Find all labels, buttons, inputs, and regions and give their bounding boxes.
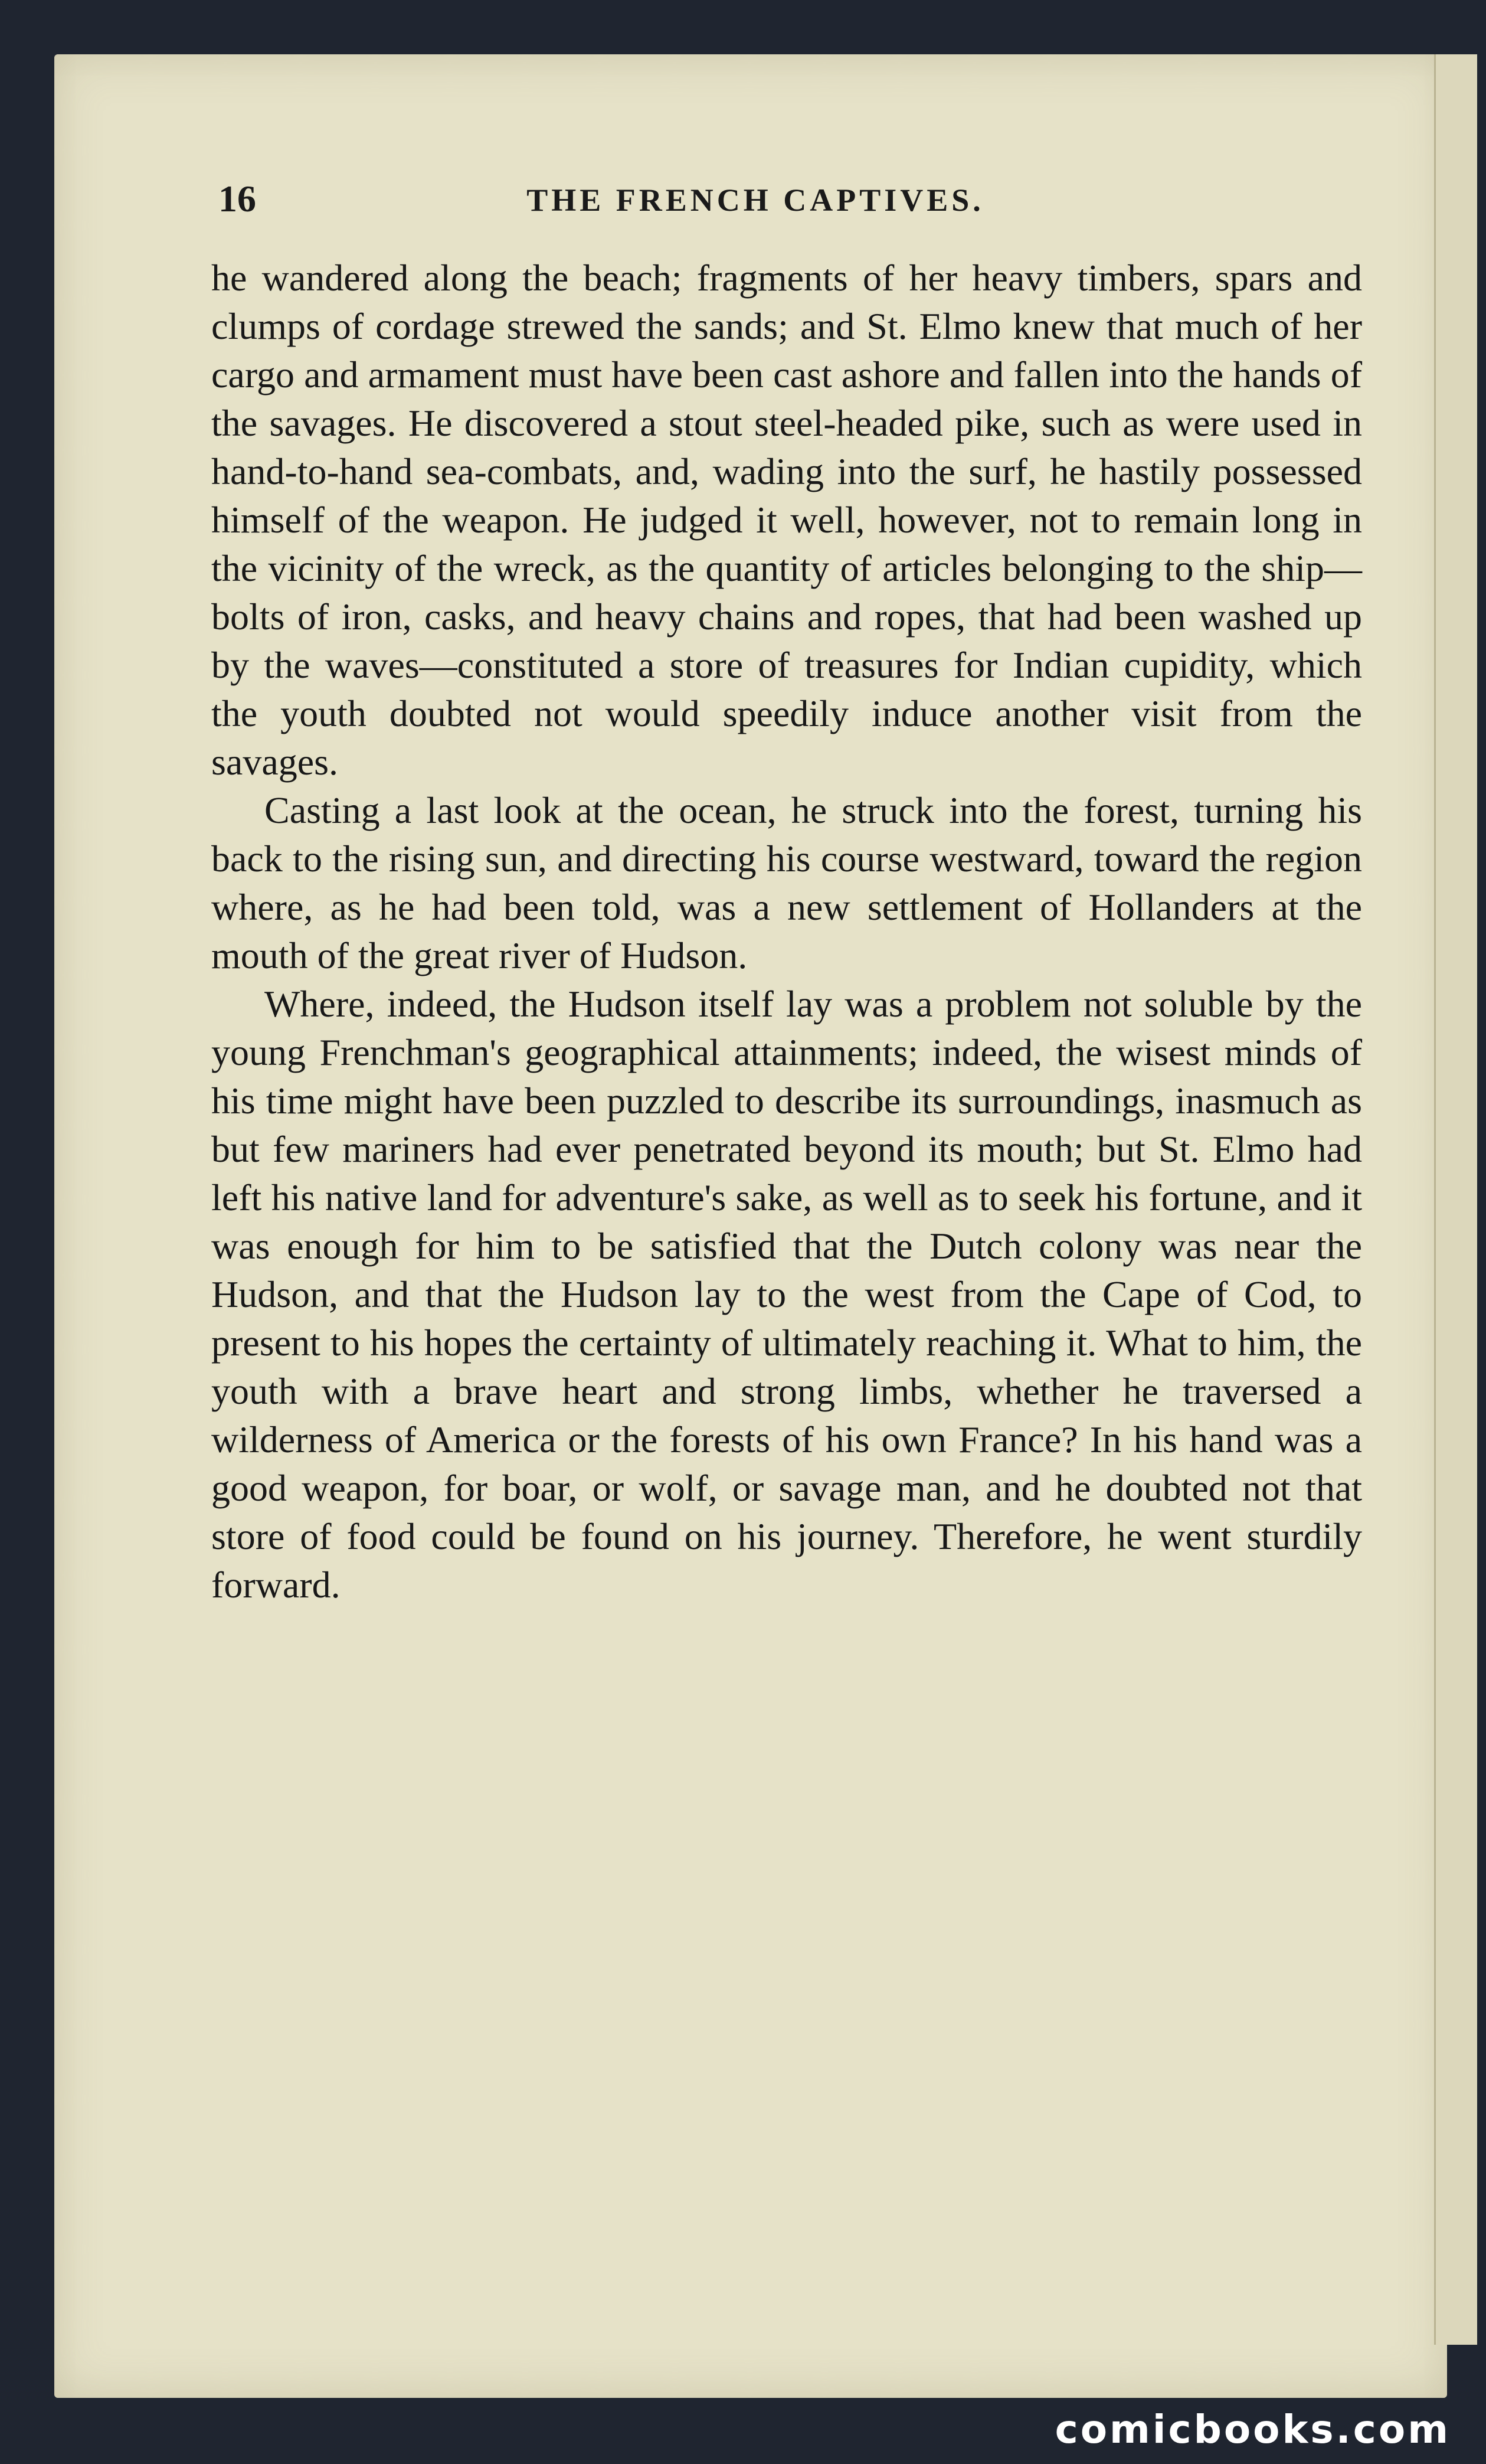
page-number: 16	[218, 178, 256, 220]
page-header	[165, 177, 1346, 224]
running-title: THE FRENCH CAPTIVES.	[526, 182, 984, 218]
paragraph-2: Casting a last look at the ocean, he struck into the forest, turning his back to the rising sun, and directing his course westward, toward the region where, as he had been told, was a new settlement of Hollanders at the mouth of the great river of Hudson.	[211, 789, 1362, 976]
watermark: comicbooks.com	[1055, 2407, 1451, 2452]
paragraph-1: he wandered along the beach; fragments of her heavy timbers, spars and clumps of cordage strewed the sands; and St. Elmo knew that much of her cargo and armament must have been cast ashore and fallen into the hands of the savages. He discovered a stout steel-headed pike, such as were used in hand-to-hand sea-combats, and, wading into the surf, he hastily possessed himself of the weapon. He judged it well, however, not to remain long in the vicinity of the wreck, as the quantity of articles belonging to the ship—bolts of iron, casks, and heavy chains and ropes, that had been washed up by the waves—constituted a store of treasures for Indian cupidity, which the youth doubted not would speedily induce another visit from the savages.	[211, 257, 1362, 783]
page-edge	[1434, 54, 1477, 2345]
paragraph-3: Where, indeed, the Hudson itself lay was a problem not soluble by the young Frenchman's geographical attainments; indeed, the wisest minds of his time might have been puzzled to describe its surroundings, inasmuch as but few mariners had ever penetrated beyond its mouth; but St. Elmo had left his native land for adventure's sake, as well as to seek his fortune, and it was enough for him to be satisfied that the Dutch colony was near the Hudson, and that the Hudson lay to the west from the Cape of Cod, to present to his hopes the certainty of ultimately reaching it. What to him, the youth with a brave heart and strong limbs, whether he traversed a wilderness of America or the forests of his own France? In his hand was a good weapon, for boar, or wolf, or savage man, and he doubted not that store of food could be found on his journey. Therefore, he went sturdily forward.	[211, 983, 1362, 1606]
body-text	[211, 254, 1362, 1609]
